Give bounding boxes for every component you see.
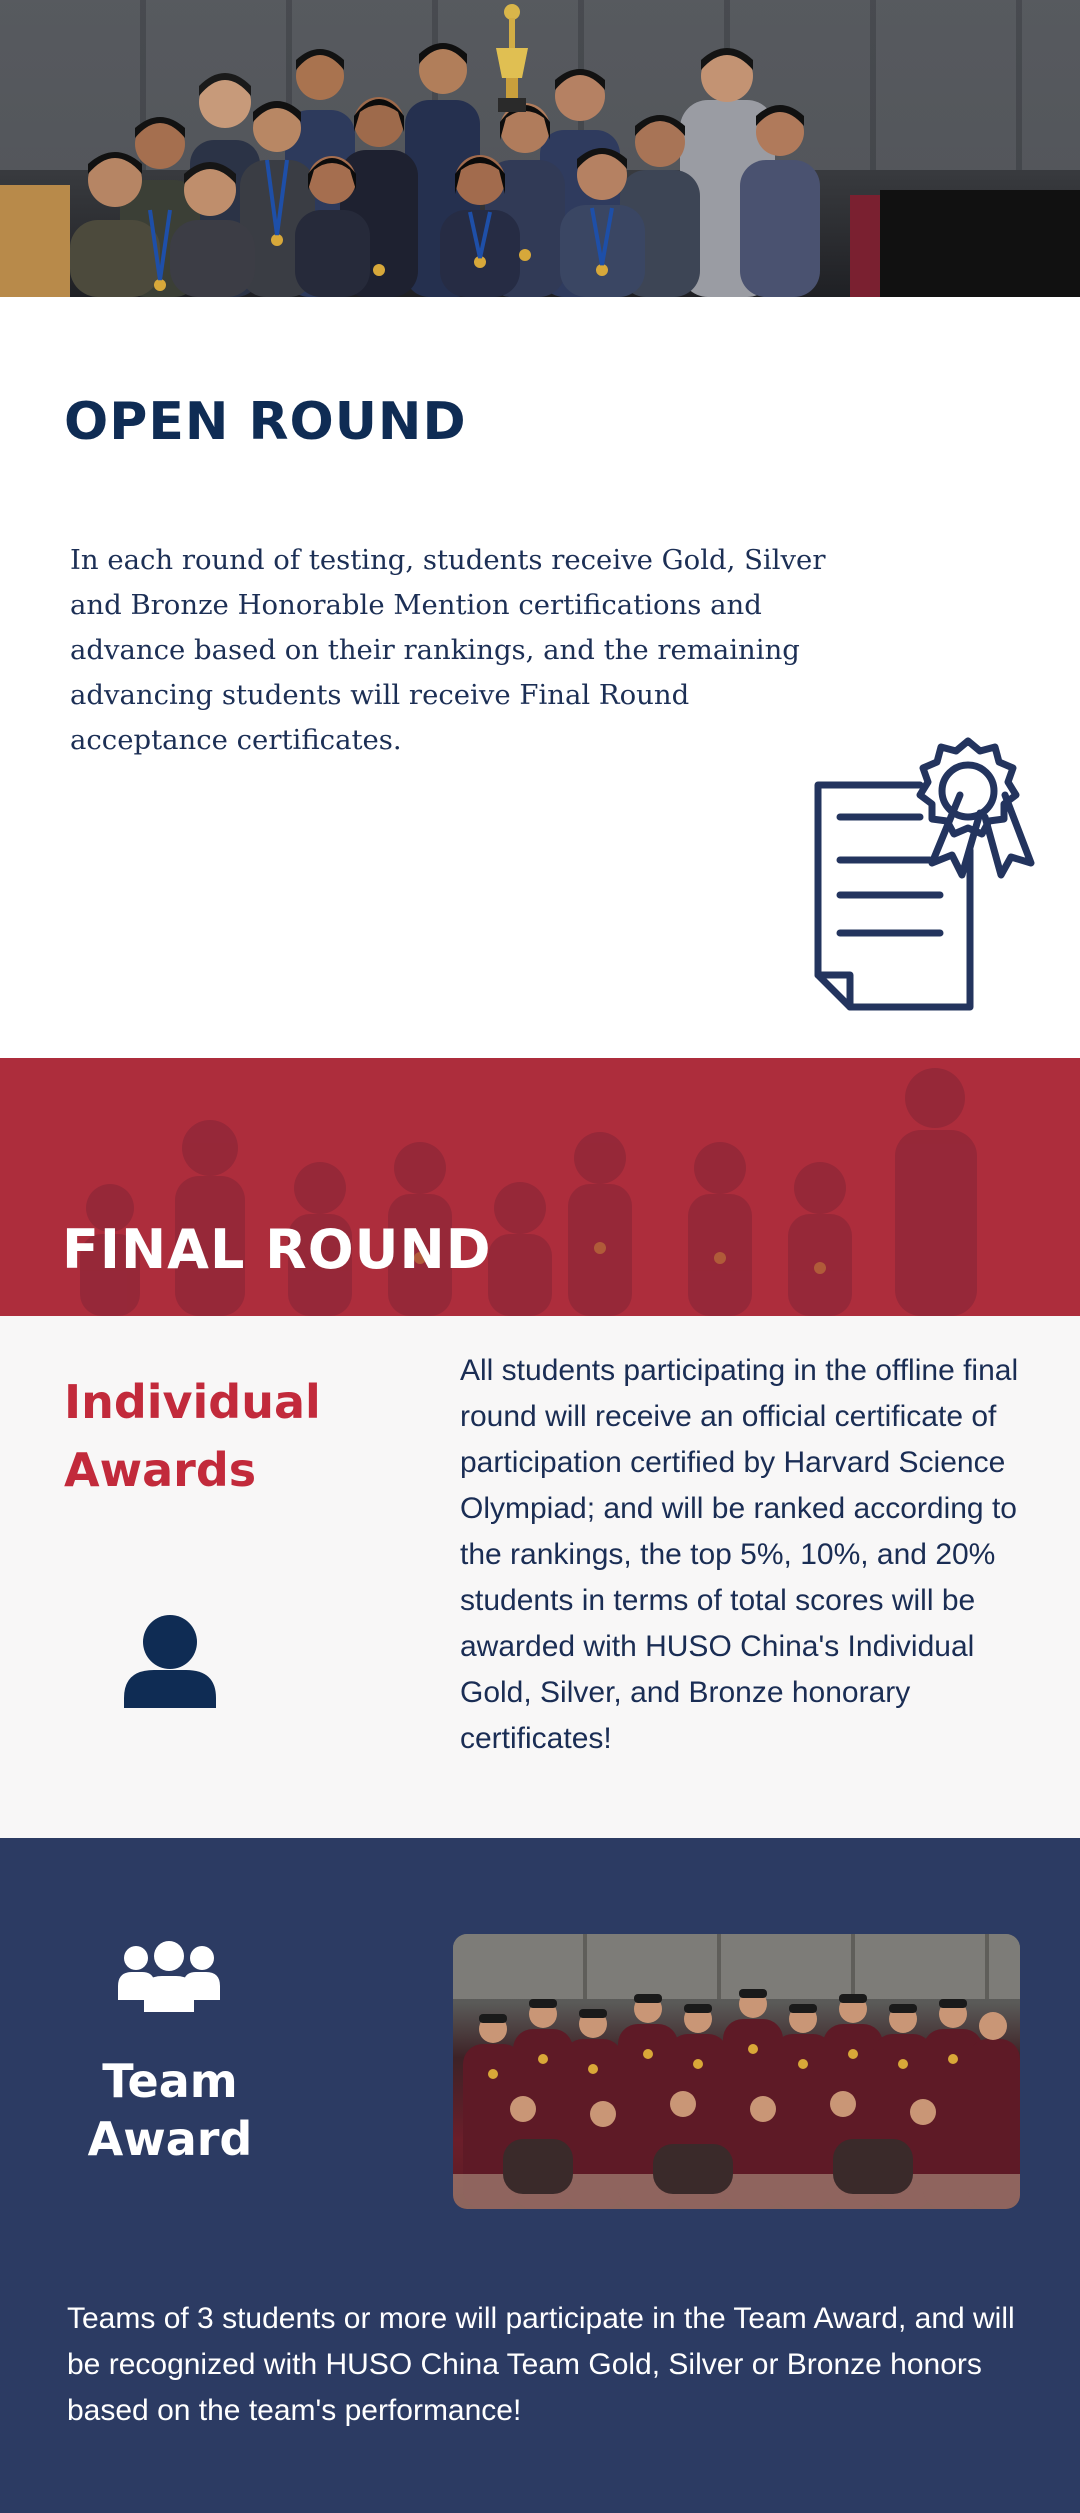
hero-crowd: [60, 30, 890, 297]
certificate-icon: [810, 735, 1035, 1015]
final-round-title: FINAL ROUND: [62, 1218, 492, 1281]
hero-photo: [0, 0, 1080, 297]
individual-awards-title: Individual Awards: [64, 1375, 321, 1497]
team-award-title: Team Award: [87, 2054, 253, 2166]
team-photo: [453, 1934, 1020, 2209]
person-icon: [122, 1612, 218, 1708]
open-round-title: OPEN ROUND: [64, 392, 467, 452]
open-round-description: In each round of testing, students receive Gold, Silver and Bronze Honorable Mention certifications and advance based on their rankings, and the remaining advancing students will receive Final Round acceptance certificates.: [70, 544, 826, 756]
hero-table: [880, 190, 1080, 297]
individual-awards-description: All students participating in the offline final round will receive an official certificate of participation certified by Harvard Science Olympiad; and will be ranked according to the rankings, the top 5%, 10%, and 20% students in terms of total scores will be awarded with HUSO China's Individual Gold, Silver, and Bronze honorary certificates!: [460, 1354, 1019, 1755]
team-photo-people: [453, 1934, 1020, 2209]
team-award-description: Teams of 3 students or more will participate in the Team Award, and will be recognized with HUSO China Team Gold, Silver or Bronze honors based on the team's performance!: [67, 2302, 1015, 2427]
group-icon: [118, 1940, 220, 2012]
trophy-icon: [490, 2, 534, 132]
